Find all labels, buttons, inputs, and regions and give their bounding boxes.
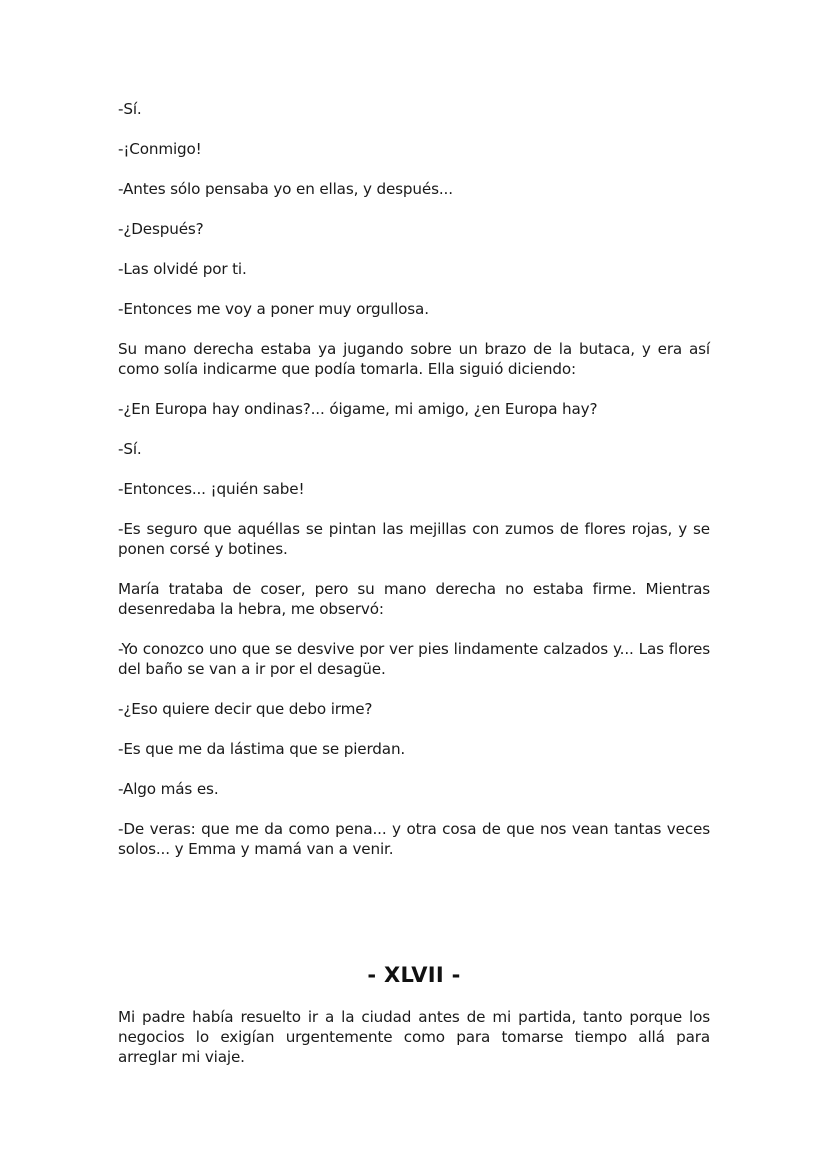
paragraph-dialogue: -¿Después?: [118, 220, 204, 238]
paragraph-dialogue: -Es que me da lástima que se pierdan.: [118, 740, 406, 758]
paragraph-dialogue: -Antes sólo pensaba yo en ellas, y después...: [118, 180, 453, 198]
chapter-heading: - XLVII -: [367, 963, 461, 987]
paragraph-dialogue: -Entonces... ¡quién sabe!: [118, 480, 305, 498]
paragraph-dialogue: -Sí.: [118, 440, 142, 458]
paragraph-dialogue: -Entonces me voy a poner muy orgullosa.: [118, 300, 429, 318]
paragraph-dialogue: -¿Eso quiere decir que debo irme?: [118, 700, 373, 718]
paragraph-dialogue: -¿En Europa hay ondinas?... óigame, mi amigo, ¿en Europa hay?: [118, 400, 598, 418]
paragraph-dialogue: -¡Conmigo!: [118, 140, 202, 158]
paragraph-dialogue: -Es seguro que aquéllas se pintan las mejillas con zumos de flores rojas, y se ponen corsé y botines.: [118, 520, 710, 558]
document-body: [118, 99, 710, 859]
chapter-body: [118, 1007, 710, 1067]
paragraph-dialogue: -Algo más es.: [118, 780, 219, 798]
paragraph-dialogue: -Sí.: [118, 100, 142, 118]
paragraph-dialogue: -De veras: que me da como pena... y otra cosa de que nos vean tantas veces solos... y Emma y mamá van a venir.: [118, 820, 710, 858]
paragraph-dialogue: -Yo conozco uno que se desvive por ver pies lindamente calzados y... Las flores del baño se van a ir por el desagüe.: [118, 640, 710, 678]
paragraph-dialogue: -Las olvidé por ti.: [118, 260, 247, 278]
paragraph-narration: María trataba de coser, pero su mano derecha no estaba firme. Mientras desenredaba la hebra, me observó:: [118, 580, 710, 618]
paragraph-narration: Su mano derecha estaba ya jugando sobre un brazo de la butaca, y era así como solía indicarme que podía tomarla. Ella siguió diciendo:: [118, 340, 710, 378]
paragraph-narration: Mi padre había resuelto ir a la ciudad antes de mi partida, tanto porque los negocios lo exigían urgentemente como para tomarse tiempo allá para arreglar mi viaje.: [118, 1008, 710, 1066]
